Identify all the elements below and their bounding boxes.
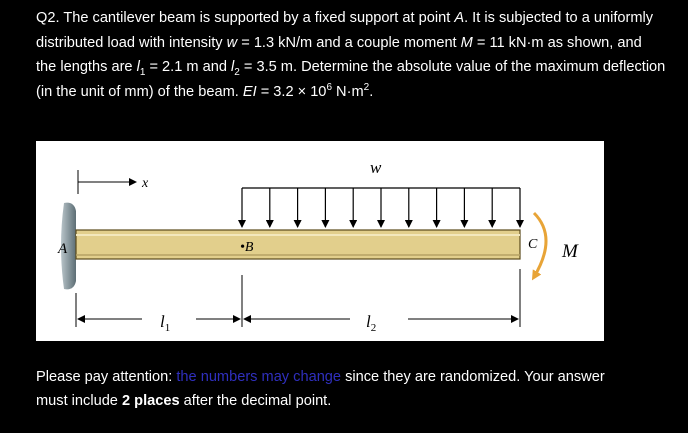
moment-m-label: M bbox=[562, 241, 578, 262]
beam-diagram bbox=[36, 141, 604, 341]
distributed-load bbox=[242, 188, 520, 227]
l2-subscript: 2 bbox=[234, 66, 240, 78]
beam-figure bbox=[36, 141, 604, 341]
dimension-l2-label: $l_2$ bbox=[366, 312, 377, 334]
exponent-6: 6 bbox=[326, 81, 332, 93]
exponent-2: 2 bbox=[363, 81, 370, 93]
randomization-notice: Please pay attention: the numbers may change since they are randomized. Your answer must include 2 places after the decimal point. bbox=[36, 369, 605, 409]
point-c-label: C bbox=[528, 237, 538, 252]
notice-bold: 2 places bbox=[121, 393, 180, 409]
l1-subscript: 1 bbox=[139, 66, 146, 78]
m-symbol: M bbox=[460, 34, 473, 51]
question-text: Q2. The cantilever beam is supported by a fixed support at point A. It is subjected to a uniformly distributed load with intensity w = 1.3 kN/m and a couple moment M = 11 kN·m as shown, and the lengths are $l_1 = 2.1$ m and $l_2 = 3.5$ m. Determine the absolute value of the maximum deflection (in the unit of mm) of the beam. EI = $3.2 \times 10^6$ $N\cdot m^2$. bbox=[36, 10, 666, 100]
x-axis-indicator bbox=[78, 170, 149, 194]
load-w-label: w bbox=[370, 158, 382, 177]
dimension-lines bbox=[76, 269, 520, 327]
x-axis-label: x bbox=[142, 176, 149, 191]
w-symbol: w bbox=[226, 34, 238, 51]
l2-symbol: l bbox=[231, 59, 235, 75]
notice-highlight: the numbers may change bbox=[176, 369, 342, 385]
ei-symbol: EI bbox=[242, 83, 257, 100]
point-b-label: •B bbox=[240, 240, 254, 255]
point-a-label: A bbox=[58, 241, 68, 257]
l1-symbol: l bbox=[136, 59, 140, 75]
dimension-l1-label: $l_1$ bbox=[160, 312, 171, 334]
point-a-symbol: A bbox=[454, 10, 465, 26]
question-number: Q2. bbox=[36, 10, 60, 26]
